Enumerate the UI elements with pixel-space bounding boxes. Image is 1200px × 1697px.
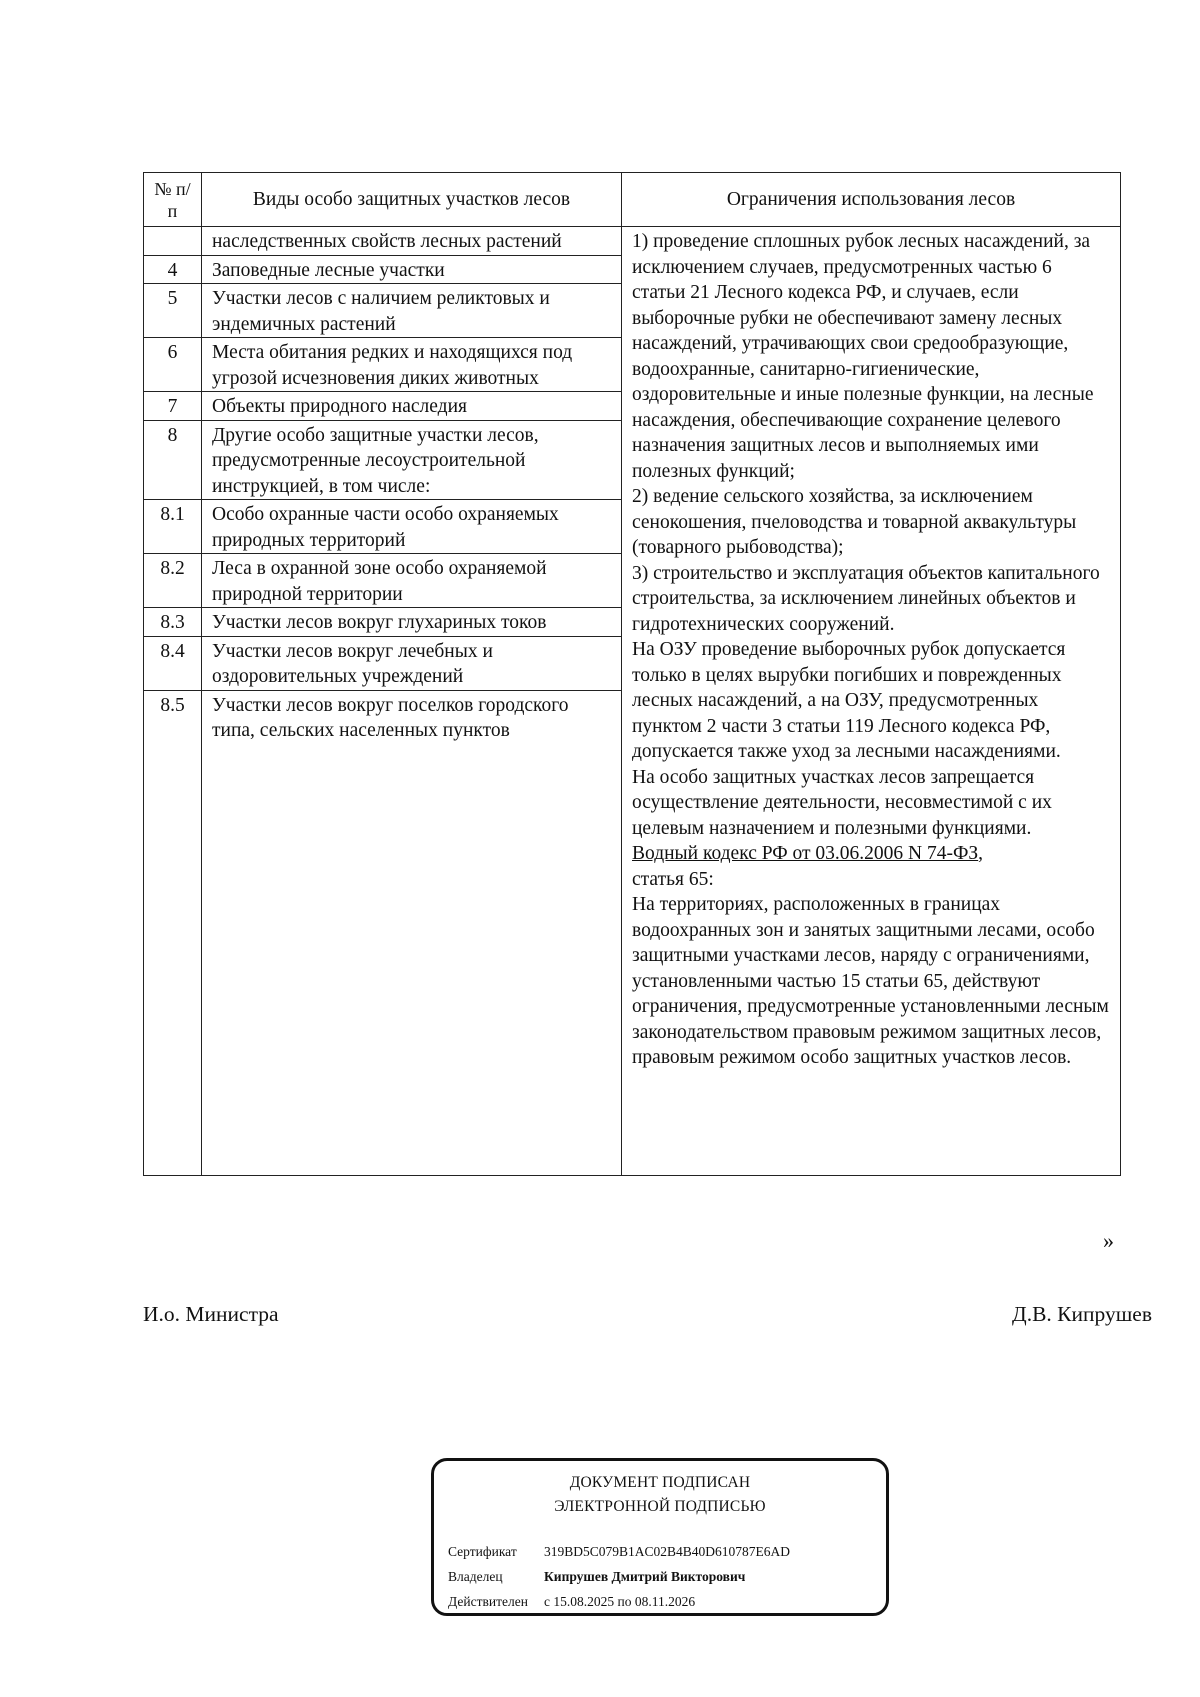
stamp-details [448, 1539, 790, 1614]
water-code-link-tail: , [978, 843, 984, 864]
header-kind: Виды особо защитных участков лесов [202, 173, 622, 227]
row-num: 6 [144, 338, 202, 392]
row-kind: наследственных свойств лесных растений [202, 227, 622, 256]
restriction-cell [622, 227, 1121, 1176]
row-kind: Объекты природного наследия [202, 392, 622, 421]
row-kind: Особо охранные части особо охраняемых природных территорий [202, 500, 622, 554]
stamp-title-line-2: ЭЛЕКТРОННОЙ ПОДПИСЬЮ [554, 1498, 766, 1515]
row-num: 5 [144, 284, 202, 338]
water-code-link[interactable]: Водный кодекс РФ от 03.06.2006 N 74-ФЗ [632, 843, 979, 864]
row-kind: Участки лесов с наличием реликтовых и эндемичных растений [202, 284, 622, 338]
restriction-item-1: 1) проведение сплошных рубок лесных насаждений, за исключением случаев, предусмотренных частью 6 статьи 21 Лесного кодекса РФ, и случаев, если выборочные рубки не обеспечивают замену лесных насаждений, утрачивающих свои средообразующие, водоохранные, санитарно-гигиенические, оздоровительные и иные полезные функции, на лесные насаждения, обеспечивающие сохранение целевого назначения защитных лесов и выполняемых ими полезных функций; [632, 231, 1094, 482]
table-row [144, 227, 1121, 256]
row-kind: Участки лесов вокруг поселков городского типа, сельских населенных пунктов [202, 690, 622, 1175]
row-kind: Заповедные лесные участки [202, 255, 622, 284]
restriction-item-3: 3) строительство и эксплуатация объектов капитального строительства, за исключением линейных объектов и гидротехнических сооружений. [632, 562, 1100, 635]
stamp-owner-value: Кипрушев Дмитрий Викторович [544, 1569, 746, 1584]
water-code-reference [632, 841, 1110, 867]
signer-position: И.о. Министра [143, 1302, 279, 1326]
closing-quote: » [1103, 1228, 1114, 1253]
stamp-owner-row [448, 1564, 790, 1589]
row-num: 8.5 [144, 690, 202, 1175]
stamp-title [434, 1471, 886, 1519]
restriction-item-2: 2) ведение сельского хозяйства, за исключением сенокошения, пчеловодства и товарной аквакультуры (товарного рыбоводства); [632, 486, 1077, 558]
row-kind: Участки лесов вокруг лечебных и оздоровительных учреждений [202, 636, 622, 690]
row-kind: Леса в охранной зоне особо охраняемой природной территории [202, 554, 622, 608]
stamp-title-line-1: ДОКУМЕНТ ПОДПИСАН [569, 1474, 751, 1491]
water-code-article: статья 65: [632, 868, 714, 890]
stamp-owner-label: Владелец [448, 1569, 503, 1584]
water-code-text: На территориях, расположенных в границах водоохранных зон и занятых защитными лесами, особо защитными участками лесов, наряду с ограничениями, установленными частью 15 статьи 65, действуют ограничения, предусмотренные установленными лесным законодательством правовым режимом защитных лесов, правовым режимом особо защитных участков лесов. [632, 894, 1109, 1068]
restrictions-table [143, 172, 1121, 1176]
header-num: № п/п [144, 173, 202, 227]
stamp-validity-label: Действителен [448, 1594, 528, 1609]
stamp-certificate-label: Сертификат [448, 1544, 517, 1559]
row-num: 4 [144, 255, 202, 284]
row-num: 8.4 [144, 636, 202, 690]
row-num: 7 [144, 392, 202, 421]
e-signature-stamp [431, 1458, 889, 1616]
signer-name: Д.В. Кипрушев [1012, 1302, 1152, 1326]
row-num: 8.2 [144, 554, 202, 608]
table-header-row [144, 173, 1121, 227]
row-num [144, 227, 202, 256]
stamp-certificate-value: 319BD5C079B1AC02B4B40D610787E6AD [544, 1544, 791, 1559]
stamp-certificate-row [448, 1539, 790, 1564]
restriction-ozu-note: На ОЗУ проведение выборочных рубок допускается только в целях вырубки погибших и поврежденных лесных насаждений, а на ОЗУ, предусмотренных пунктом 2 части 3 статьи 119 Лесного кодекса РФ, допускается также уход за лесными насаждениями. [632, 639, 1066, 762]
header-restriction: Ограничения использования лесов [622, 173, 1121, 227]
row-num: 8 [144, 420, 202, 500]
row-kind: Места обитания редких и находящихся под угрозой исчезновения диких животных [202, 338, 622, 392]
row-num: 8.3 [144, 608, 202, 637]
row-kind: Другие особо защитные участки лесов, предусмотренные лесоустроительной инструкцией, в том числе: [202, 420, 622, 500]
row-kind: Участки лесов вокруг глухариных токов [202, 608, 622, 637]
row-num: 8.1 [144, 500, 202, 554]
stamp-validity-value: с 15.08.2025 по 08.11.2026 [544, 1594, 696, 1609]
restriction-prohibition-note: На особо защитных участках лесов запрещается осуществление деятельности, несовместимой с их целевым назначением и полезными функциями. [632, 766, 1052, 839]
stamp-validity-row [448, 1589, 790, 1614]
